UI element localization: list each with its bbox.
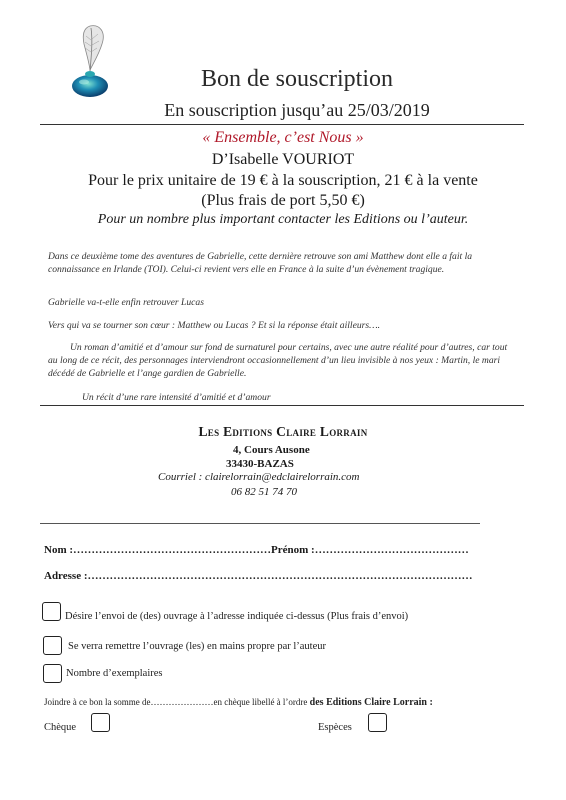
summary-paragraph: Un roman d’amitié et d’amour sur fond de surnaturel pour certains, avec une autre réalité pour d’autres, car tout au long de ce récit, des personnages interviendront occasionnellement d’un lieu invisible à nos yeux : Martin, le mari décédé de Gabrielle et l’ange gardien de Gabrielle. <box>48 342 508 379</box>
summary-paragraph: Gabrielle va-t-elle enfin retrouver Lucas <box>48 297 204 308</box>
name-field[interactable]: Nom :………………………………………………Prénom :…………………………………… <box>44 544 469 556</box>
publisher-phone: 06 82 51 74 70 <box>231 486 297 498</box>
subscription-deadline: En souscription jusqu’au 25/03/2019 <box>164 100 430 120</box>
book-title: « Ensemble, c’est Nous » <box>202 129 364 146</box>
publisher-email: Courriel : clairelorrain@edclairelorrain.com <box>158 471 360 483</box>
hand-delivery-checkbox[interactable] <box>43 636 62 655</box>
address-field[interactable]: Adresse :…………………………………………………………………………………………… <box>44 570 473 582</box>
book-author: D’Isabelle VOURIOT <box>211 151 355 168</box>
shipping-checkbox[interactable] <box>42 602 61 621</box>
payment-instruction <box>44 697 433 708</box>
shipping-cost: (Plus frais de port 5,50 €) <box>201 192 365 209</box>
page-title: Bon de souscription <box>201 66 393 92</box>
divider <box>40 523 480 524</box>
publisher-street: 4, Cours Ausone <box>233 444 310 456</box>
summary-tagline: Un récit d’une rare intensité d’amitié et d’amour <box>82 392 271 403</box>
publisher-name: Les Editions Claire Lorrain <box>198 424 368 439</box>
cash-label: Espèces <box>318 722 352 733</box>
contact-note: Pour un nombre plus important contacter les Editions ou l’auteur. <box>97 212 469 227</box>
publisher-city: 33430-BAZAS <box>226 458 294 470</box>
summary-paragraph: Dans ce deuxième tome des aventures de Gabrielle, cette dernière retrouve son ami Matthew dont elle a fait la connaissance en Irlande (TOI). Celui-ci revient vers elle en France à la suite d’un évènement tragique. <box>48 251 473 275</box>
cheque-label: Chèque <box>44 722 77 733</box>
shipping-option-label: Désire l’envoi de (des) ouvrage à l’adresse indiquée ci-dessus (Plus frais d’envoi) <box>65 611 409 622</box>
summary-paragraph: Vers qui va se tourner son cœur : Matthew ou Lucas ? Et si la réponse était ailleurs…. <box>48 320 381 331</box>
cash-checkbox[interactable] <box>368 713 387 732</box>
payment-payee: des Editions Claire Lorrain : <box>309 697 433 708</box>
divider <box>40 405 524 406</box>
hand-delivery-label: Se verra remettre l’ouvrage (les) en mains propre par l’auteur <box>68 641 327 652</box>
quantity-checkbox[interactable] <box>43 664 62 683</box>
quantity-label: Nombre d’exemplaires <box>66 668 163 679</box>
divider <box>40 124 524 125</box>
cheque-checkbox[interactable] <box>91 713 110 732</box>
payment-instruction-text: Joindre à ce bon la somme de…………………en chèque libellé à l’ordre <box>44 697 310 707</box>
book-price: Pour le prix unitaire de 19 € à la souscription, 21 € à la vente <box>88 172 478 189</box>
